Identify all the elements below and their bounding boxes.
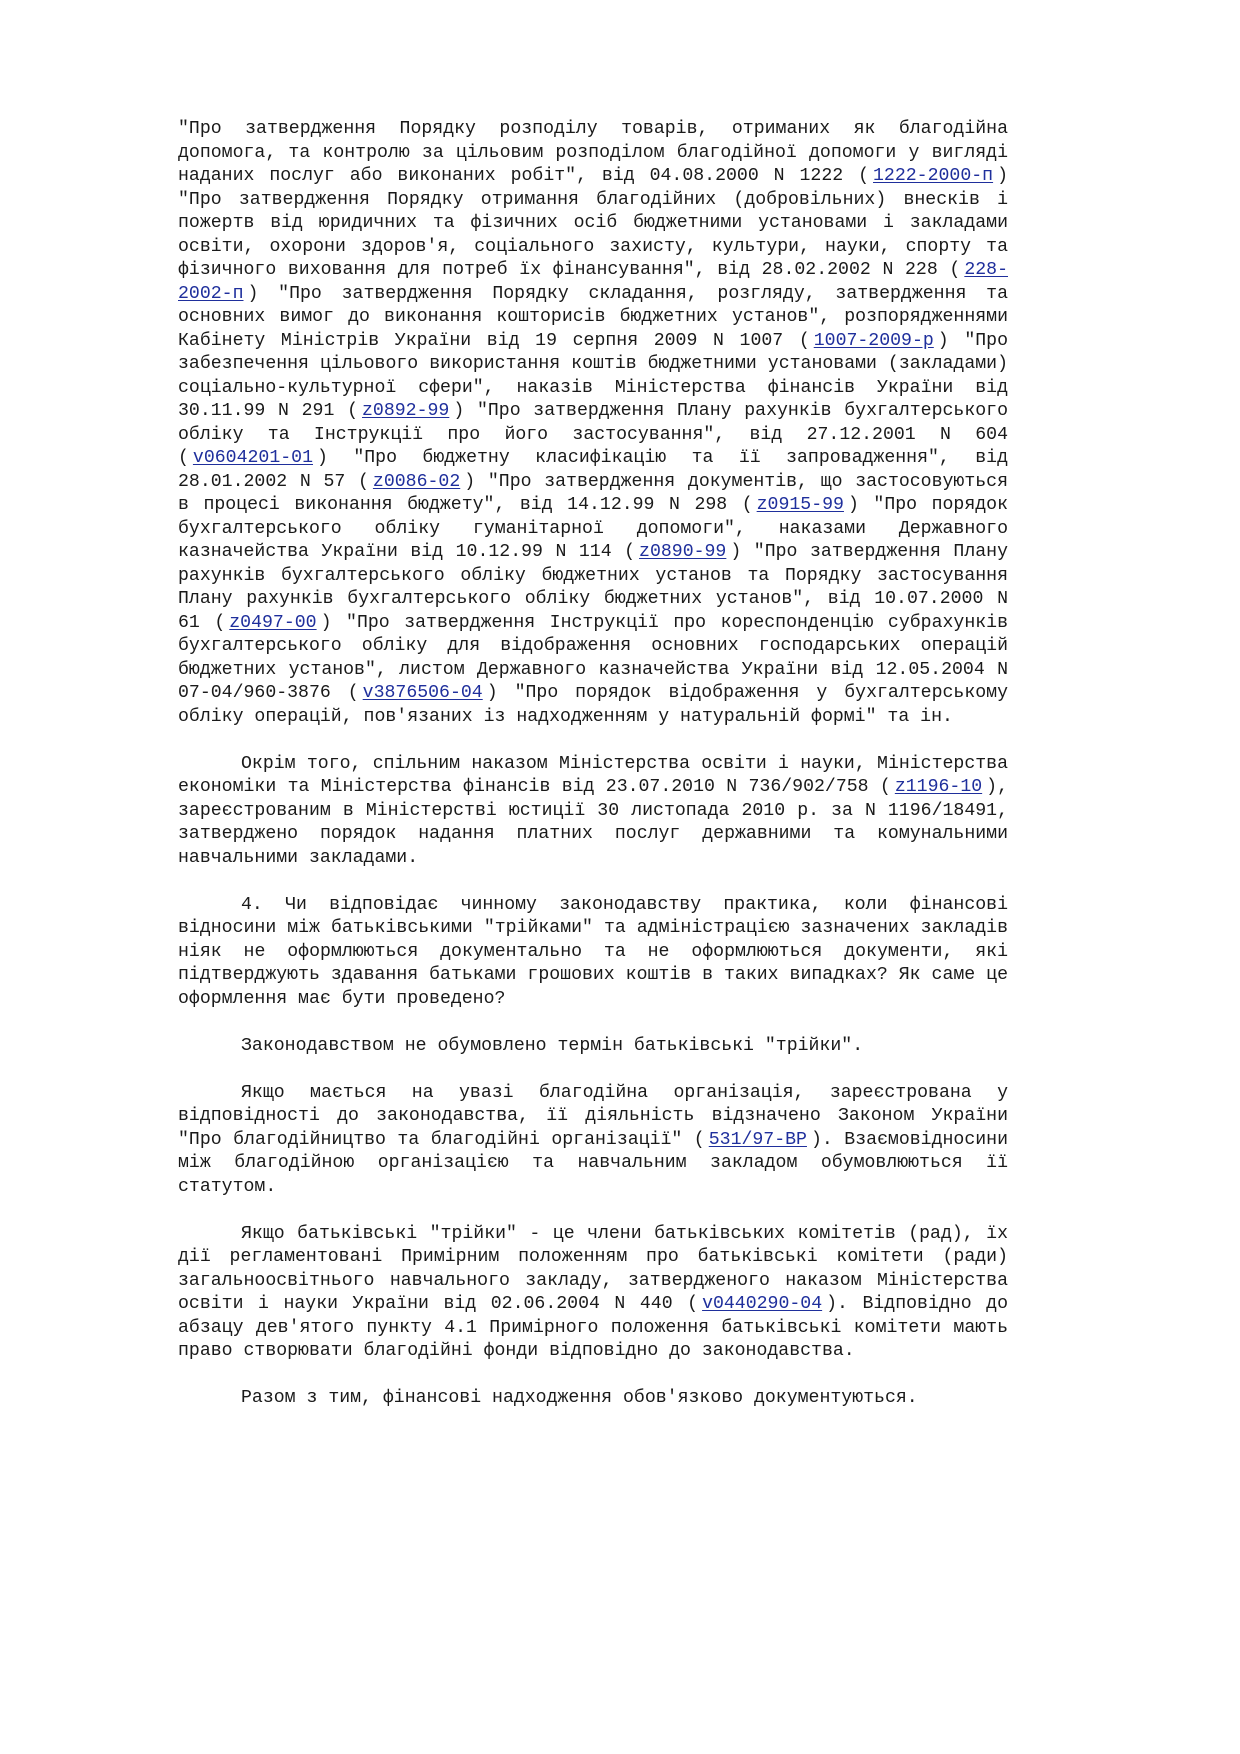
paragraph-text: Якщо батьківські "трійки" - це члени батьківських комітетів (рад), їх дії регламентовані Примірним положенням про батьківські комітети (ради) загальноосвітнього навчального закладу, затвердженого наказом Міністерства освіти і науки України від 02.06.2004 N 440 ( [178,1223,1008,1314]
document-link[interactable]: z1196-10 [894,777,983,797]
document-link[interactable]: z0086-02 [372,471,461,492]
paragraph-text: Законодавством не обумовлено термін батьківські "трійки". [241,1035,864,1056]
paragraph-p2 [178,753,1008,871]
paragraph-p6 [178,1223,1008,1364]
paragraph-text: ) "Про затвердження Порядку отримання благодійних (добровільних) внесків і пожертв від юридичних та фізичних осіб бюджетними установами і закладами освіти, охорони здоров'я, соціального захисту, культури, науки, спорту та фізичного виховання для потреб їх фінансування", від 28.02.2002 N 228 ( [178,166,1008,280]
document-link[interactable]: 1222-2000-п [873,166,994,186]
paragraph-text: ) "Про порядок бухгалтерського обліку гуманітарної допомоги", наказами Державного казначейства України від 10.12.99 N 114 ( [178,495,1008,562]
document-link[interactable]: z0890-99 [639,542,727,562]
paragraph-text: ). Взаємовідносини між благодійною організацією та навчальним закладом обумовлюються її статутом. [178,1129,1008,1197]
document-link[interactable]: z0892-99 [362,401,450,421]
document-body [178,118,1008,1411]
document-link[interactable]: 228-2002-п [178,260,1008,304]
paragraph-text: ) "Про затвердження Плану рахунків бухгалтерського обліку та Інструкції про його застосування", від 27.12.2001 N 604 ( [178,401,1008,468]
document-link[interactable]: 531/97-ВР [708,1129,807,1150]
paragraph-text: Якщо мається на увазі благодійна організація, зареєстрована у відповідності до законодавства, її діяльність відзначено Законом України "Про благодійництво та благодійні організації" ( [178,1082,1008,1150]
paragraph-p7 [178,1387,1008,1411]
document-link[interactable]: v0604201-01 [192,448,313,468]
paragraph-text: ). Відповідно до абзацу дев'ятого пункту 4.1 Примірного положення батьківські комітети мають право створювати благодійні фонди відповідно до законодавства. [178,1294,1008,1361]
paragraph-text: Окрім того, спільним наказом Міністерства освіти і науки, Міністерства економіки та Міністерства фінансів від 23.07.2010 N 736/902/758 ( [178,753,1008,797]
paragraph-text: ) "Про забезпечення цільового використання коштів бюджетними установами (закладами) соціально-культурної сфери", наказів Міністерства фінансів України від 30.11.99 N 291 ( [178,330,1008,421]
paragraph-text: ) "Про порядок відображення у бухгалтерському обліку операцій, пов'язаних із надходженням у натуральній формі" та ін. [178,683,1008,727]
paragraph-text: ) "Про бюджетну класифікацію та її запровадження", від 28.01.2002 N 57 ( [178,448,1008,492]
paragraph-p5 [178,1082,1008,1200]
paragraph-text: ) "Про затвердження Плану рахунків бухгалтерського обліку бюджетних установ та Порядку застосування Плану рахунків бухгалтерського обліку бюджетних установ", від 10.07.2000 N 61 ( [178,542,1008,633]
document-link[interactable]: v0440290-04 [702,1294,823,1314]
paragraph-text: ) "Про затвердження Інструкції про кореспонденцію субрахунків бухгалтерського обліку для відображення основних господарських операцій бюджетних установ", листом Державного казначейства України від 12.05.2004 N 07-04/960-3876 ( [178,612,1008,703]
paragraph-text: 4. Чи відповідає чинному законодавству практика, коли фінансові відносини між батьківськими "трійками" та адміністрацією зазначених закладів ніяк не оформлюються документально та не оформлюються документи, які підтверджують здавання батьками грошових коштів в таких випадках? Як саме це оформлення має бути проведено? [178,894,1008,1009]
document-link[interactable]: 1007-2009-р [813,330,934,351]
paragraph-text: ) "Про затвердження документів, що застосовуються в процесі виконання бюджету", від 14.12.99 N 298 ( [178,471,1008,515]
paragraph-p4 [178,1035,1008,1059]
document-link[interactable]: z0915-99 [756,495,844,515]
paragraph-text: ), зареєстрованим в Міністерстві юстиції 30 листопада 2010 р. за N 1196/18491, затверджено порядок надання платних послуг державними та комунальними навчальними закладами. [178,777,1008,868]
document-link[interactable]: z0497-00 [229,612,317,633]
document-link[interactable]: v3876506-04 [362,683,483,703]
paragraph-text: ) "Про затвердження Порядку складання, розгляду, затвердження та основних вимог до виконання кошторисів бюджетних установ", розпорядженнями Кабінету Міністрів України від 19 серпня 2009 N 1007 ( [178,283,1008,351]
paragraph-p1 [178,118,1008,729]
paragraph-text: "Про затвердження Порядку розподілу товарів, отриманих як благодійна допомога, та контролю за цільовим розподілом благодійної допомоги у вигляді наданих послуг або виконаних робіт", від 04.08.2000 N 1222 ( [178,119,1008,186]
paragraph-p3 [178,894,1008,1012]
paragraph-text: Разом з тим, фінансові надходження обов'язково документуються. [241,1388,918,1408]
